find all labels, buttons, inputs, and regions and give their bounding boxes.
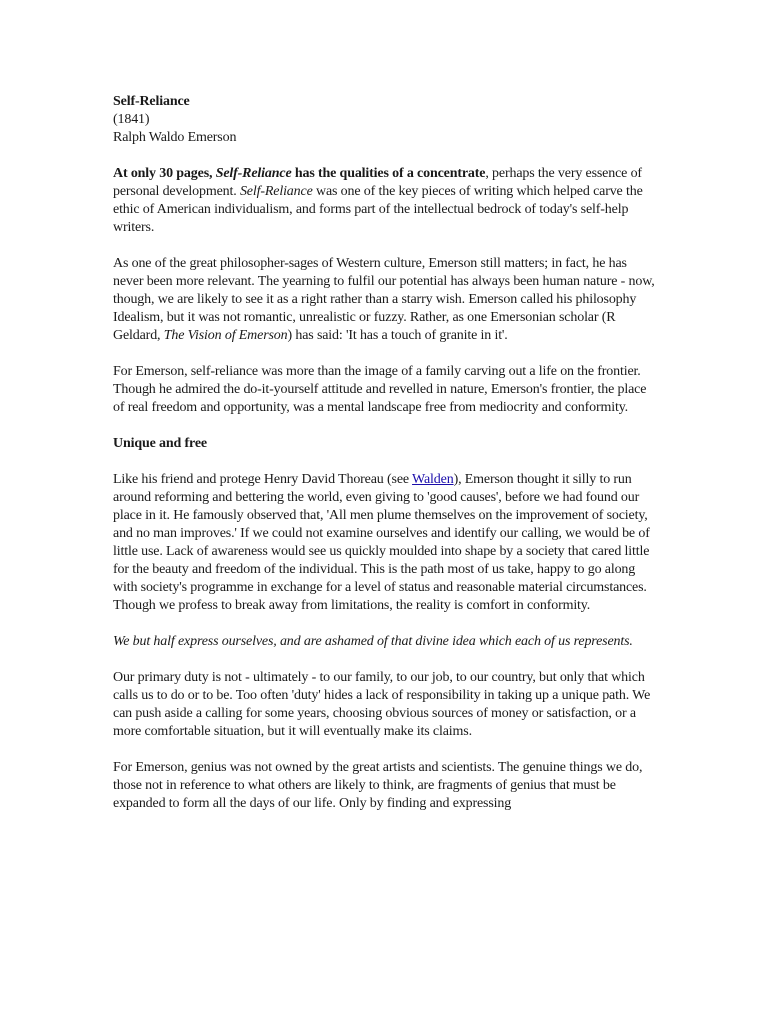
intro-bold-b: has the qualities of a concentrate — [291, 166, 486, 181]
publication-year: (1841) — [113, 112, 150, 127]
document-header — [113, 93, 658, 147]
intro-bold-lead — [113, 166, 485, 181]
intro-text-a: , perhaps the very essence of personal development. — [113, 166, 642, 199]
document-body — [113, 93, 658, 813]
duty-paragraph: Our primary duty is not - ultimately - to our family, to our job, to our country, but only that which calls us to do or to be. Too often 'duty' hides a lack of responsibility in taking up a unique path. We can push aside a calling for some years, choosing obvious sources of money or satisfaction, or a more comfortable situation, but it will eventually make its claims. — [113, 670, 651, 739]
walden-link[interactable]: Walden — [412, 472, 454, 487]
frontier-paragraph: For Emerson, self-reliance was more than the image of a family carving out a life on the frontier. Though he admired the do-it-yourself attitude and revelled in nature, Emerson's frontier, the place of real freedom and opportunity, was a mental landscape free from mediocrity and conformity. — [113, 364, 647, 415]
para2-text-a: As one of the great philosopher-sages of Western culture, Emerson still matters; in fact, he has never been more relevant. The yearning to fulfil our potential has always been human nature - now, though, we are likely to see it as a right rather than a starry wish. Emerson called his philosophy Idealism, but it was not romantic, unrealistic or fuzzy. Rather, as one Emersonian scholar (R Geldard, — [113, 256, 655, 343]
thoreau-paragraph — [113, 471, 658, 615]
philosopher-paragraph — [113, 255, 658, 345]
intro-bold-italic-title: Self-Reliance — [215, 166, 292, 181]
intro-bold-a: At only 30 pages, — [113, 166, 216, 181]
intro-paragraph — [113, 165, 658, 237]
intro-text-b: was one of the key pieces of writing which helped carve the ethic of American individualism, and forms part of the intellectual bedrock of today's self-help writers. — [113, 184, 643, 235]
para4-text-a: Like his friend and protege Henry David Thoreau (see — [113, 472, 413, 487]
author-name: Ralph Waldo Emerson — [113, 130, 237, 145]
genius-paragraph: For Emerson, genius was not owned by the great artists and scientists. The genuine things we do, those not in reference to what others are likely to think, are fragments of genius that must be expanded to form all the days of our life. Only by finding and expressing — [113, 760, 643, 811]
emerson-quote: We but half express ourselves, and are ashamed of that divine idea which each of us represents. — [113, 634, 633, 649]
para4-text-b: ), Emerson thought it silly to run around reforming and bettering the world, even giving to 'good causes', before we had found our place in it. He famously observed that, 'All men plume themselves on the improvement of society, and no man improves.' If we could not examine ourselves and identify our calling, we would be of little use. Lack of awareness would see us quickly moulded into shape by a society that cared little for the beauty and freedom of the individual. This is the path most of us take, happy to go along with society's programme in exchange for a level of status and reasonable material circumstances. Though we profess to break away from limitations, the reality is comfort in conformity. — [113, 472, 650, 613]
section-heading: Unique and free — [113, 436, 207, 451]
para2-book-title: The Vision of Emerson — [163, 328, 288, 343]
intro-italic-title: Self-Reliance — [239, 184, 313, 199]
para2-text-b: ) has said: 'It has a touch of granite in it'. — [287, 328, 508, 343]
document-title: Self-Reliance — [113, 94, 190, 109]
